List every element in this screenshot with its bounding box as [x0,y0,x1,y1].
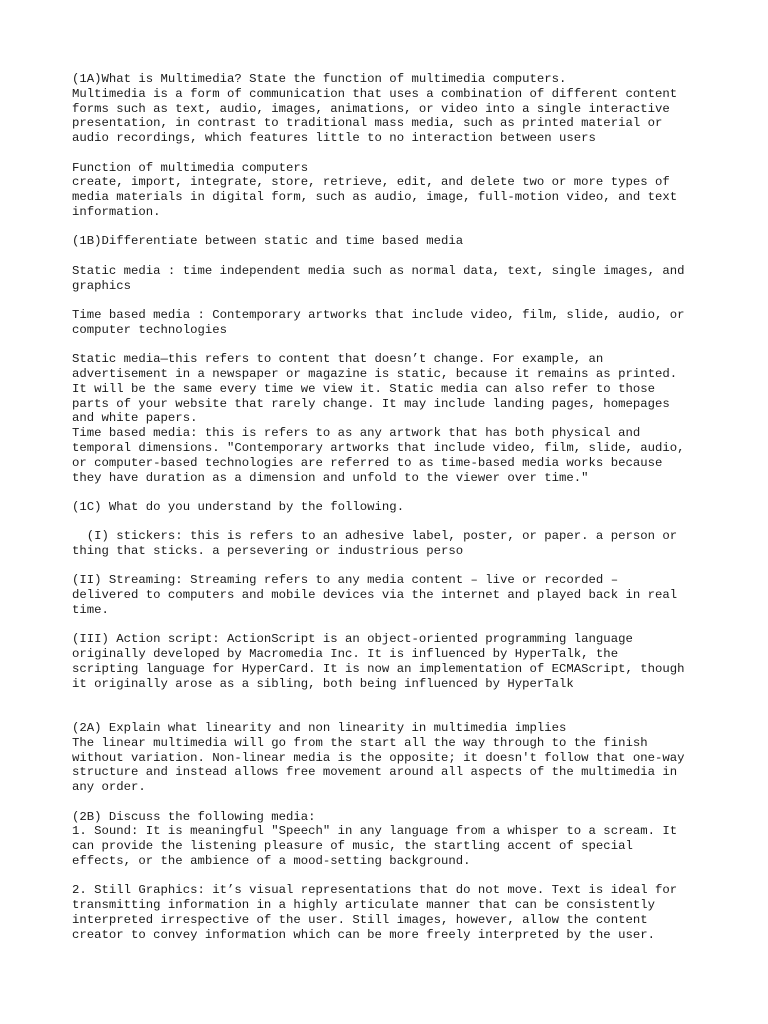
answer-2a-line: The linear multimedia will go from the start all the way through to the finish [72,735,648,750]
function-line: information. [72,204,161,219]
answer-1a-line: Multimedia is a form of communication that uses a combination of different content [72,86,678,101]
question-2b-heading: (2B) Discuss the following media: [72,809,316,824]
still-graphics-definition: transmitting information in a highly articulate manner that can be consistently [72,898,655,913]
media-detail-line: Time based media: this is refers to as any artwork that has both physical and [72,426,641,441]
document-page [72,72,712,943]
static-media-definition: Static media : time independent media such as normal data, text, single images, and [72,263,685,278]
stickers-definition: thing that sticks. a persevering or industrious perso [72,544,464,559]
question-2a-heading: (2A) Explain what linearity and non linearity in multimedia implies [72,721,567,736]
actionscript-definition: scripting language for HyperCard. It is now an implementation of ECMAScript, though [72,662,685,677]
function-heading: Function of multimedia computers [72,160,309,175]
streaming-definition: (II) Streaming: Streaming refers to any media content – live or recorded – [72,573,619,588]
answer-1a-line: forms such as text, audio, images, animations, or video into a single interactive [72,101,670,116]
question-1a-heading: (1A)What is Multimedia? State the function of multimedia computers. [72,72,567,86]
answer-2a-line: any order. [72,780,146,795]
media-detail-line: It will be the same every time we view it. Static media can also refer to those [72,381,655,396]
media-detail-line: parts of your website that rarely change. It may include landing pages, homepages [72,396,670,411]
time-based-media-definition: Time based media : Contemporary artworks that include video, film, slide, audio, or [72,307,685,322]
media-detail-line: and white papers. [72,411,198,426]
function-line: create, import, integrate, store, retrieve, edit, and delete two or more types of [72,175,670,190]
streaming-definition: delivered to computers and mobile devices via the internet and played back in real [72,588,678,603]
question-1b-heading: (1B)Differentiate between static and time based media [72,234,464,249]
actionscript-definition: (III) Action script: ActionScript is an object-oriented programming language [72,632,633,647]
media-detail-line: Static media—this refers to content that doesn’t change. For example, an [72,352,604,367]
answer-2a-line: without variation. Non-linear media is the opposite; it doesn't follow that one-way [72,750,685,765]
still-graphics-definition: creator to convey information which can be more freely interpreted by the user. [72,927,655,942]
stickers-definition: (I) stickers: this is refers to an adhesive label, poster, or paper. a person or [72,529,678,544]
still-graphics-definition: interpreted irrespective of the user. Still images, however, allow the content [72,912,648,927]
media-detail-line: they have duration as a dimension and unfold to the viewer over time." [72,470,589,485]
media-detail-line: or computer-based technologies are referred to as time-based media works because [72,455,663,470]
answer-1a-line: audio recordings, which features little to no interaction between users [72,131,596,146]
media-detail-line: temporal dimensions. "Contemporary artworks that include video, film, slide, audio, [72,440,685,455]
answer-2a-line: structure and instead allows free movement around all aspects of the multimedia in [72,765,678,780]
media-detail-line: advertisement in a newspaper or magazine is static, because it remains as printed. [72,366,678,381]
still-graphics-definition: 2. Still Graphics: it’s visual representations that do not move. Text is ideal for [72,883,678,898]
actionscript-definition: it originally arose as a sibling, both being influenced by HyperTalk [72,676,574,691]
static-media-definition: graphics [72,278,132,293]
question-1c-heading: (1C) What do you understand by the following. [72,499,405,514]
actionscript-definition: originally developed by Macromedia Inc. It is influenced by HyperTalk, the [72,647,619,662]
sound-definition: can provide the listening pleasure of music, the startling accent of special [72,839,633,854]
sound-definition: 1. Sound: It is meaningful "Speech" in any language from a whisper to a scream. It [72,824,678,839]
answer-1a-line: presentation, in contrast to traditional mass media, such as printed material or [72,116,663,131]
time-based-media-definition: computer technologies [72,322,227,337]
sound-definition: effects, or the ambience of a mood-setting background. [72,854,471,868]
streaming-definition: time. [72,603,109,618]
function-line: media materials in digital form, such as audio, image, full-motion video, and text [72,190,678,205]
